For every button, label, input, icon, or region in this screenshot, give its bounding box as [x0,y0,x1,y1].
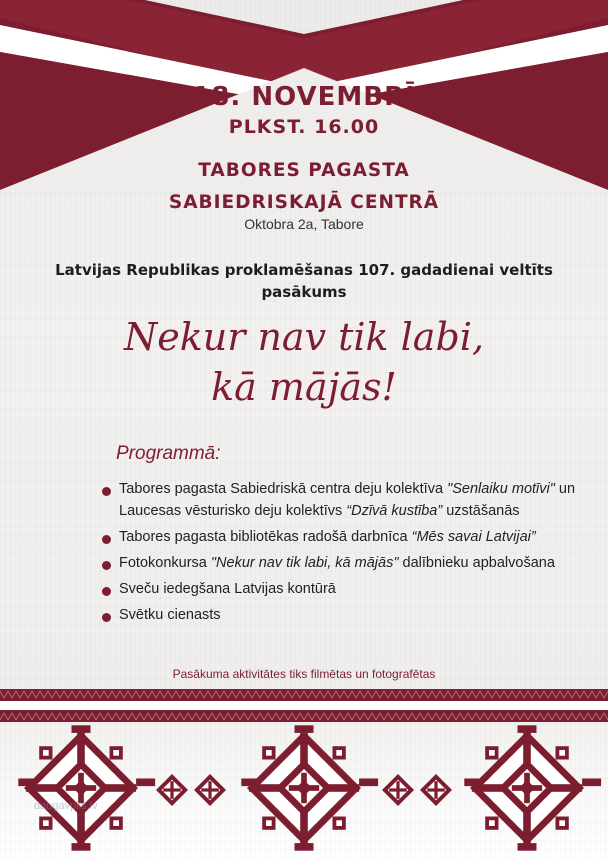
latvian-ornament-icon [18,725,155,850]
program-item-title: "Nekur nav tik labi, kā mājās" [210,555,399,571]
venue-line-2: SABIEDRISKAJĀ CENTRĀ [168,192,440,213]
small-ornament-icon [382,774,414,806]
latvian-ornament-icon [464,725,601,850]
filming-notice: Pasākuma aktivitātes tiks filmētas un fotografētas [172,667,436,681]
program-item-text: dalībnieku apbalvošana [398,555,555,571]
small-ornament-icon [156,774,188,806]
program-item [100,604,590,626]
program-item [100,478,590,522]
event-address: Oktobra 2a, Tabore [244,216,364,232]
bullet-icon [102,561,111,570]
program-item [100,578,590,600]
bullet-icon [102,613,111,622]
program-item [100,526,590,548]
latvian-ornament-icon [241,725,378,850]
event-headline [0,312,608,412]
headline-line-2: kā mājās! [211,365,397,409]
venue-line-1: TABORES PAGASTA [198,160,410,181]
small-ornament-icon [420,774,452,806]
folk-ornament-band [0,689,608,722]
watermark: daugavpils.lv [34,800,98,812]
bullet-icon [102,487,111,496]
program-list [100,478,590,630]
bullet-icon [102,535,111,544]
program-item-title: "Senlaiku motīvi" [447,481,555,497]
program-item-title: “Dzīvā kustība” [346,503,443,519]
program-item-text: Fotokonkursa [119,555,211,571]
program-item-text: Tabores pagasta Sabiedriskā centra deju kolektīva [119,481,448,497]
folk-ornament-row [0,722,608,860]
program-item-text: un Laucesas vēsturisko deju kolektīvs [119,481,576,519]
event-time: PLKST. 16.00 [228,116,380,138]
program-title: Programmā: [116,443,221,464]
event-venue [0,155,608,219]
program-item-title: “Mēs savai Latvijai” [411,529,536,545]
program-item-text: Svētku cienasts [119,607,221,623]
program-item [100,552,590,574]
program-item-text: Sveču iedegšana Latvijas kontūrā [119,581,336,597]
program-item-text: Tabores pagasta bibliotēkas radošā darbnīca [119,529,412,545]
small-ornament-icon [194,774,226,806]
event-intro: Latvijas Republikas proklamēšanas 107. gadadienai veltīts pasākums [55,261,553,301]
program-item-text: uzstāšanās [442,503,520,519]
headline-line-1: Nekur nav tik labi, [123,315,485,359]
bullet-icon [102,587,111,596]
event-date: 18. NOVEMBRĪ [192,82,416,112]
